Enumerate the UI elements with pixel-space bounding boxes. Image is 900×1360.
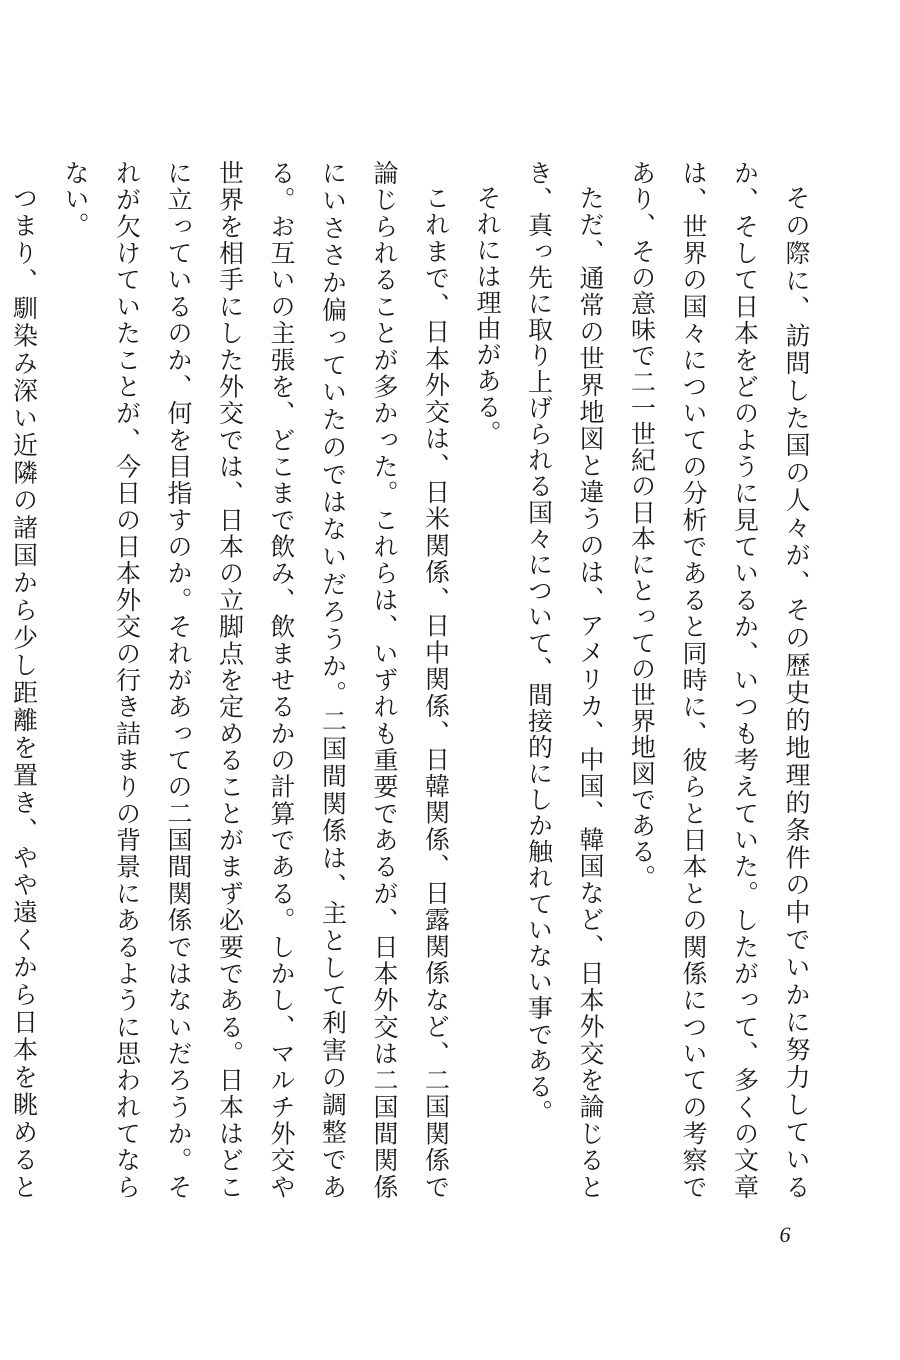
paragraph-2: ただ、通常の世界地図と違うのは、アメリカ、中国、韓国など、日本外交を論じるとき、真っ先に取り上げられる国々について、間接的にしか触れていない事である。 — [524, 160, 605, 1200]
paragraph-3: それには理由がある。 — [473, 185, 502, 446]
vertical-text-body — [9, 160, 822, 1200]
page-number: 6 — [779, 1222, 791, 1247]
paragraph-4: これまで、日本外交は、日米関係、日中関係、日韓関係、日露関係など、二国関係で論じられることが多かった。これらは、いずれも重要であるが、日本外交は二国間関係にいささか偏っていたのではないだろうか。二国間関係は、主として利害の調整である。お互いの主張を、どこまで飲み、飲ませるかの計算である。しかし、マルチ外交や世界を相手にした外交では、日本の立脚点を定めることがまず必要である。日本はどこに立っているのか、何を目指すのか。それがあっての二国間関係ではないだろうか。それが欠けていたことが、今日の日本外交の行き詰まりの背景にあるように思われてならない。 — [61, 160, 451, 1200]
paragraph-1: その際に、訪問した国の人々が、その歴史的地理的条件の中でいかに努力しているか、そして日本をどのように見ているか、いつも考えていた。したがって、多くの文章は、世界の国々についての分析であると同時に、彼らと日本との関係についての考察であり、その意味で二一世紀の日本にとっての世界地図である。 — [627, 160, 811, 1200]
paragraph-5: つまり、馴染み深い近隣の諸国から少し距離を置き、やや遠くから日本を眺めると — [9, 185, 39, 1200]
